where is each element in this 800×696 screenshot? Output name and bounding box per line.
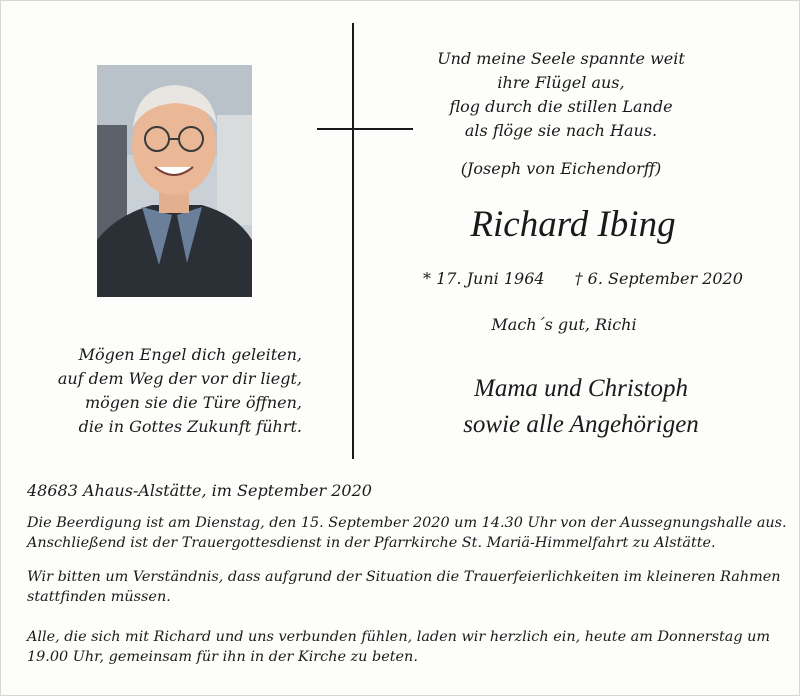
mourners-line: Mama und Christoph (474, 375, 688, 402)
location-date-line: 48683 Ahaus-Alstätte, im September 2020 (27, 481, 372, 500)
farewell-message: Mach´s gut, Richi (491, 315, 637, 334)
poem-line: mögen sie die Türe öffnen, (84, 393, 302, 412)
angel-poem (47, 343, 302, 439)
invitation-paragraph (27, 627, 787, 667)
mourners-line: sowie alle Angehörigen (463, 411, 699, 438)
poem-line: Und meine Seele spannte weit (437, 49, 685, 68)
portrait-image (97, 65, 252, 297)
poem-line: als flöge sie nach Haus. (464, 121, 658, 140)
cross-vertical-bar (352, 23, 354, 459)
cross-horizontal-bar (317, 128, 413, 130)
poem-line: auf dem Weg der vor dir liegt, (57, 369, 302, 388)
paragraph-line: Alle, die sich mit Richard und uns verbunden fühlen, laden wir herzlich ein, heute am Donnerstag um (27, 629, 771, 645)
paragraph-line: Wir bitten um Verständnis, dass aufgrund der Situation die Trauerfeierlichkeiten im kleineren Rahmen (27, 569, 781, 585)
understanding-paragraph (27, 567, 787, 607)
portrait-photo (97, 65, 252, 297)
death-date: † 6. September 2020 (574, 269, 743, 288)
poem-attribution: (Joseph von Eichendorff) (460, 159, 662, 178)
life-dates (423, 269, 743, 288)
poem-line: die in Gottes Zukunft führt. (78, 417, 302, 436)
paragraph-line: 19.00 Uhr, gemeinsam für ihn in der Kirche zu beten. (27, 649, 418, 665)
birth-date: * 17. Juni 1964 (423, 269, 545, 288)
eichendorff-poem (421, 47, 701, 143)
poem-line: flog durch die stillen Lande (449, 97, 673, 116)
poem-line: Mögen Engel dich geleiten, (78, 345, 302, 364)
paragraph-line: Anschließend ist der Trauergottesdienst in der Pfarrkirche St. Mariä-Himmelfahrt zu Alstätte. (27, 535, 716, 551)
deceased-name: Richard Ibing (470, 204, 676, 245)
poem-line: ihre Flügel aus, (497, 73, 625, 92)
paragraph-line: Die Beerdigung ist am Dienstag, den 15. September 2020 um 14.30 Uhr von der Aussegnungshalle aus. (27, 515, 787, 531)
funeral-info-paragraph (27, 513, 787, 553)
paragraph-line: stattfinden müssen. (27, 589, 171, 605)
mourners-block (421, 371, 741, 443)
